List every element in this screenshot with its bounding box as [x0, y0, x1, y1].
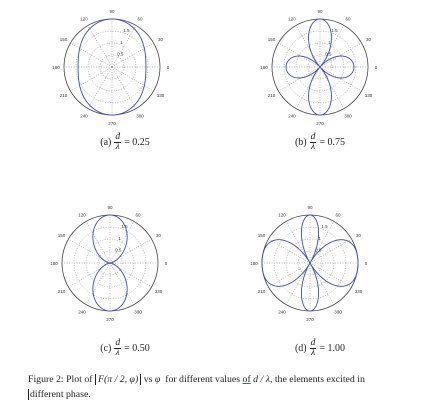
polar-chart-svg [45, 200, 175, 330]
polar-radial-tick: 1 [120, 39, 123, 45]
polar-angle-tick: 90 [109, 9, 115, 14]
polar-angle-tick: 210 [267, 93, 276, 98]
caption-line-2: different phase. [30, 389, 91, 400]
polar-radial-tick: 1 [328, 39, 331, 45]
polar-angle-tick: 90 [317, 9, 323, 14]
polar-radial-tick: 0.5 [117, 51, 124, 57]
underlined-word: of [242, 374, 251, 385]
polar-angle-tick: 300 [344, 113, 352, 119]
polar-grid-spoke [86, 221, 110, 263]
polar-angle-tick: 60 [135, 212, 141, 218]
subplot-label: (a) [100, 137, 112, 148]
subplot-value: = 1.00 [319, 343, 346, 354]
subplot-caption-c [60, 339, 190, 358]
ratio-fraction: $\frac{d}{\lambda}$ [115, 338, 121, 358]
polar-angle-tick: 330 [156, 93, 165, 98]
polar-plot-b [255, 4, 385, 134]
polar-angle-tick: 30 [355, 233, 362, 238]
polar-angle-tick: 270 [306, 317, 314, 322]
subplot-label: (c) [100, 343, 112, 354]
polar-grid-spoke [68, 263, 110, 287]
polar-angle-tick: 240 [278, 309, 286, 315]
polar-angle-tick: 240 [288, 113, 296, 119]
polar-angle-tick: 60 [137, 16, 143, 22]
polar-grid-spoke [112, 67, 136, 109]
polar-angle-tick: 180 [260, 65, 268, 70]
polar-radial-tick: 1.5 [321, 224, 328, 230]
polar-plot-d [245, 200, 375, 330]
polar-radial-tick: 0.5 [315, 247, 322, 253]
polar-angle-tick: 180 [250, 261, 258, 266]
subplot-caption-b [255, 133, 385, 152]
field-expression: F(π / 2, φ) [95, 374, 141, 385]
polar-angle-tick: 0 [364, 261, 368, 266]
polar-grid-spoke [296, 25, 320, 67]
polar-grid-spoke [88, 25, 112, 67]
polar-angle-tick: 30 [157, 37, 164, 42]
polar-radial-tick: 1 [318, 235, 321, 241]
polar-angle-tick: 210 [257, 289, 266, 294]
polar-angle-tick: 240 [78, 309, 86, 315]
polar-radial-tick: 0.5 [115, 247, 122, 253]
polar-angle-tick: 30 [365, 37, 372, 42]
polar-plot-c [45, 200, 175, 330]
polar-angle-tick: 330 [364, 93, 373, 98]
polar-angle-tick: 60 [345, 16, 351, 22]
subplot-caption-a [60, 133, 190, 152]
polar-angle-tick: 120 [288, 16, 296, 22]
polar-grid-spoke [320, 67, 344, 109]
polar-angle-tick: 120 [278, 212, 286, 218]
polar-chart-svg [47, 4, 177, 134]
polar-chart-svg [245, 200, 375, 330]
subplot-value: = 0.25 [124, 137, 150, 148]
subplot-label: (b) [294, 137, 307, 148]
subplot-label: (d) [294, 343, 307, 354]
polar-grid-spoke [278, 67, 320, 91]
figure-label: Figure 2: [28, 374, 64, 385]
polar-angle-tick: 150 [257, 233, 266, 238]
polar-chart-svg [255, 4, 385, 134]
polar-angle-tick: 120 [80, 16, 88, 22]
polar-grid-spoke [278, 43, 320, 67]
subplot-value: = 0.50 [124, 343, 150, 354]
subplot-value: = 0.75 [319, 137, 346, 148]
polar-angle-tick: 330 [154, 289, 163, 294]
polar-angle-tick: 90 [107, 205, 113, 210]
ratio-fraction: $\frac{d}{\lambda}$ [310, 338, 316, 358]
polar-grid-spoke [110, 263, 134, 305]
figure-caption: Figure 2: Plot of F(π / 2, φ) vs φ for different values of d / λ, the elements excited in different phase. [28, 374, 365, 400]
polar-grid-spoke [70, 43, 112, 67]
polar-radial-tick: 1.5 [121, 224, 128, 230]
polar-angle-tick: 330 [354, 289, 363, 294]
polar-angle-tick: 210 [57, 289, 66, 294]
polar-angle-tick: 120 [78, 212, 86, 218]
polar-angle-tick: 210 [59, 93, 68, 98]
polar-angle-tick: 240 [80, 113, 88, 119]
ratio-expression: d / λ [253, 374, 270, 385]
polar-grid-spoke [68, 239, 110, 263]
polar-angle-tick: 300 [334, 309, 342, 315]
polar-angle-tick: 0 [164, 261, 168, 266]
polar-angle-tick: 270 [108, 121, 116, 126]
polar-radial-tick: 1 [118, 235, 121, 241]
polar-grid-spoke [88, 67, 112, 109]
polar-grid-spoke [86, 263, 110, 305]
polar-angle-tick: 90 [307, 205, 313, 210]
subplot-caption-d [255, 339, 385, 358]
polar-angle-tick: 180 [50, 261, 58, 266]
polar-angle-tick: 300 [134, 309, 142, 315]
polar-angle-tick: 150 [267, 37, 276, 42]
polar-angle-tick: 270 [316, 121, 324, 126]
polar-angle-tick: 150 [57, 233, 66, 238]
polar-angle-tick: 150 [59, 37, 68, 42]
ratio-fraction: $\frac{d}{\lambda}$ [310, 132, 316, 152]
polar-angle-tick: 60 [335, 212, 341, 218]
polar-grid-spoke [296, 67, 320, 109]
polar-radial-tick: 0.5 [325, 51, 332, 57]
polar-radial-tick: 1.5 [331, 28, 338, 34]
polar-angle-tick: 180 [52, 65, 60, 70]
polar-plot-a [47, 4, 177, 134]
polar-angle-tick: 0 [374, 65, 378, 70]
polar-angle-tick: 30 [155, 233, 162, 238]
polar-radial-tick: 1.5 [123, 28, 130, 34]
polar-angle-tick: 0 [166, 65, 170, 70]
polar-angle-tick: 300 [136, 113, 144, 119]
polar-angle-tick: 270 [106, 317, 114, 322]
polar-grid-spoke [70, 67, 112, 91]
ratio-fraction: $\frac{d}{\lambda}$ [115, 132, 121, 152]
radiation-pattern-curve [262, 212, 358, 311]
